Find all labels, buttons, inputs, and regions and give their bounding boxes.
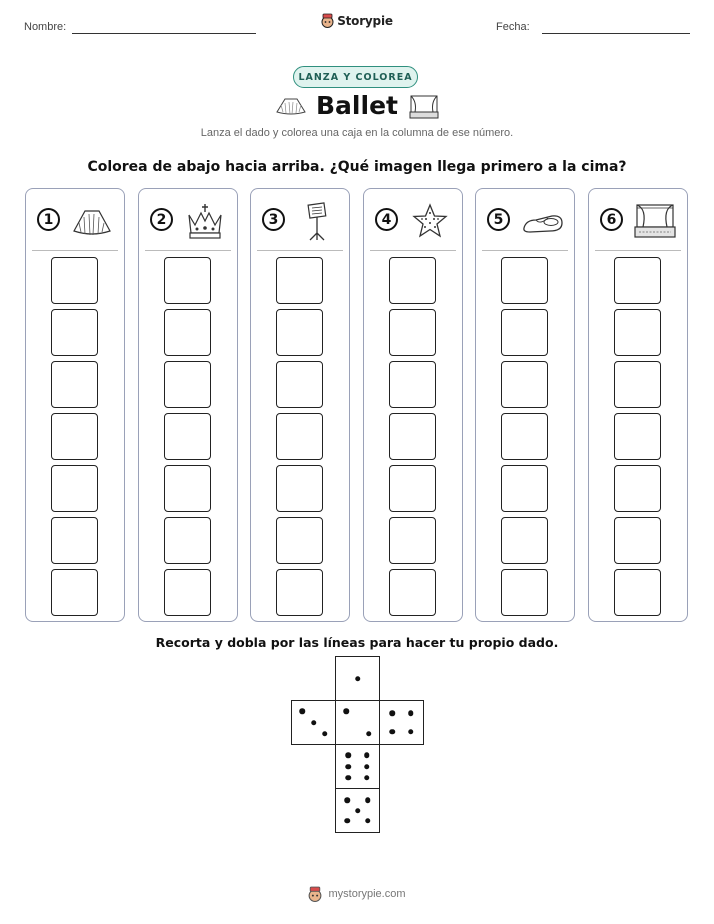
color-box[interactable] (51, 257, 98, 304)
instruction: Colorea de abajo hacia arriba. ¿Qué imagen llega primero a la cima? (87, 159, 627, 175)
subtitle: Lanza el dado y colorea una caja en la columna de ese número. (200, 127, 514, 139)
color-box[interactable] (614, 413, 661, 460)
storypie-mascot-icon (321, 13, 334, 28)
cut-instruction: Recorta y dobla por las líneas para hacer tu propio dado. (155, 635, 559, 650)
column-2 (138, 188, 238, 622)
column-number: 3 (262, 208, 285, 231)
color-box[interactable] (389, 309, 436, 356)
pip (364, 775, 370, 781)
pip (366, 731, 372, 737)
column-number: 5 (487, 208, 510, 231)
color-box[interactable] (164, 569, 211, 616)
color-box[interactable] (276, 309, 323, 356)
column-divider (482, 250, 568, 251)
column-number: 2 (150, 208, 173, 231)
die-face-1 (335, 656, 380, 701)
die-face-3 (291, 700, 336, 745)
column-number: 6 (600, 208, 623, 231)
color-box[interactable] (51, 309, 98, 356)
theater-stage-icon (633, 201, 677, 241)
storypie-mascot-icon (308, 886, 322, 902)
pip (364, 764, 370, 770)
pip (365, 818, 371, 824)
pip (364, 753, 370, 759)
color-box[interactable] (51, 465, 98, 512)
die-face-5 (335, 788, 380, 833)
color-box[interactable] (389, 361, 436, 408)
color-box[interactable] (614, 361, 661, 408)
ballet-shoe-icon (520, 201, 564, 241)
footer-url[interactable]: mystorypie.com (328, 888, 406, 900)
column-1 (25, 188, 125, 622)
date-label: Fecha: (496, 21, 530, 33)
color-box[interactable] (389, 413, 436, 460)
color-box[interactable] (164, 465, 211, 512)
color-box[interactable] (276, 517, 323, 564)
pip (345, 753, 351, 759)
color-box[interactable] (51, 413, 98, 460)
color-box[interactable] (164, 257, 211, 304)
color-box[interactable] (614, 465, 661, 512)
pip (300, 709, 306, 715)
color-box[interactable] (164, 413, 211, 460)
footer (0, 886, 714, 902)
page-title: Ballet (316, 91, 398, 120)
pip (344, 818, 350, 824)
color-box[interactable] (501, 569, 548, 616)
column-divider (145, 250, 231, 251)
color-box[interactable] (164, 309, 211, 356)
color-box[interactable] (276, 257, 323, 304)
color-box[interactable] (614, 309, 661, 356)
die-face-4 (379, 700, 424, 745)
color-box[interactable] (276, 413, 323, 460)
date-line (542, 33, 690, 34)
music-stand-icon (295, 201, 339, 241)
die-face-2 (335, 700, 380, 745)
color-box[interactable] (389, 569, 436, 616)
tutu-icon (70, 201, 114, 241)
pip (355, 808, 361, 814)
color-box[interactable] (501, 257, 548, 304)
color-box[interactable] (276, 361, 323, 408)
color-box[interactable] (389, 257, 436, 304)
activity-badge: LANZA Y COLOREA (293, 66, 418, 88)
pip (344, 709, 350, 715)
pip (345, 775, 351, 781)
pip (355, 676, 361, 682)
color-box[interactable] (51, 569, 98, 616)
column-5 (475, 188, 575, 622)
pip (408, 729, 414, 735)
name-line (72, 33, 256, 34)
pip (389, 710, 395, 716)
pip (365, 797, 371, 803)
color-box[interactable] (51, 361, 98, 408)
color-box[interactable] (389, 517, 436, 564)
color-box[interactable] (164, 361, 211, 408)
color-box[interactable] (501, 413, 548, 460)
color-box[interactable] (614, 257, 661, 304)
crown-icon (183, 201, 227, 241)
color-box[interactable] (501, 309, 548, 356)
pip (389, 729, 395, 735)
color-box[interactable] (164, 517, 211, 564)
pip (311, 720, 317, 726)
color-box[interactable] (501, 517, 548, 564)
column-divider (32, 250, 118, 251)
die-face-6 (335, 744, 380, 789)
column-divider (257, 250, 343, 251)
color-box[interactable] (501, 465, 548, 512)
column-divider (595, 250, 681, 251)
column-number: 1 (37, 208, 60, 231)
column-number: 4 (375, 208, 398, 231)
color-box[interactable] (389, 465, 436, 512)
name-label: Nombre: (24, 21, 67, 33)
color-box[interactable] (276, 569, 323, 616)
column-4 (363, 188, 463, 622)
brand (0, 13, 714, 28)
theater-stage-icon (409, 94, 439, 120)
column-6 (588, 188, 688, 622)
pip (408, 710, 414, 716)
column-divider (370, 250, 456, 251)
color-box[interactable] (276, 465, 323, 512)
color-box[interactable] (501, 361, 548, 408)
pip (344, 797, 350, 803)
pip (345, 764, 351, 770)
star-icon (408, 201, 452, 241)
pip (322, 731, 328, 737)
column-3 (250, 188, 350, 622)
color-box[interactable] (51, 517, 98, 564)
color-box[interactable] (614, 517, 661, 564)
brand-name: Storypie (337, 13, 393, 28)
color-box[interactable] (614, 569, 661, 616)
